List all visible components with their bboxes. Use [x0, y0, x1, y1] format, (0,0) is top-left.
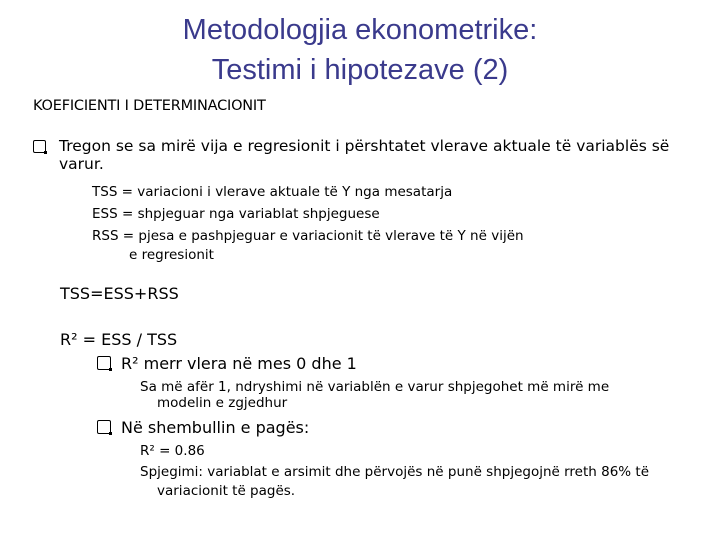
- title-line-1: Metodologjia ekonometrike:: [182, 14, 538, 46]
- slide-title: [0, 10, 720, 90]
- r2-note: [140, 379, 609, 411]
- r2-range-text: R² merr vlera në mes 0 dhe 1: [121, 354, 357, 373]
- bullet-item-example: [97, 418, 309, 437]
- r2-note-line-1: Sa më afër 1, ndryshimi në variablën e varur shpjegohet më mirë me: [140, 379, 610, 395]
- r2-formula: R² = ESS / TSS: [60, 330, 178, 349]
- bullet-text-line-2: varur.: [59, 155, 104, 173]
- title-line-2: Testimi i hipotezave (2): [211, 54, 509, 86]
- r2-note-line-2: modelin e zgjedhur: [157, 395, 288, 411]
- example-explanation-line-1: Spjegimi: variablat e arsimit dhe përvojës në punë shpjegojnë rreth 86% të: [140, 464, 650, 480]
- checkbox-bullet-icon: [33, 140, 46, 153]
- bullet-item-definition: [33, 137, 693, 173]
- definition-ess: ESS = shpjeguar nga variablat shpjeguese: [92, 206, 380, 222]
- example-details: [140, 441, 649, 499]
- bullet-item-r2-range: [97, 354, 357, 373]
- checkbox-bullet-icon: [97, 356, 111, 370]
- bullet-text-line-1: Tregon se sa mirë vija e regresionit i përshtatet vlerave aktuale të variablës së: [59, 137, 670, 155]
- definition-rss-continued: e regresionit: [129, 247, 214, 263]
- definition-rss: RSS = pjesa e pashpjeguar e variacionit të vlerave të Y në vijën: [92, 228, 524, 244]
- definition-tss: TSS = variacioni i vlerave aktuale të Y nga mesatarja: [92, 184, 453, 200]
- definitions-block: [92, 181, 524, 263]
- example-heading: Në shembullin e pagës:: [121, 418, 310, 437]
- section-heading: KOEFICIENTI I DETERMINACIONIT: [33, 98, 266, 114]
- example-r2-value: R² = 0.86: [140, 443, 205, 459]
- example-explanation-line-2: variacionit të pagës.: [157, 483, 296, 499]
- identity-equation: TSS=ESS+RSS: [60, 284, 179, 303]
- checkbox-bullet-icon: [97, 420, 111, 434]
